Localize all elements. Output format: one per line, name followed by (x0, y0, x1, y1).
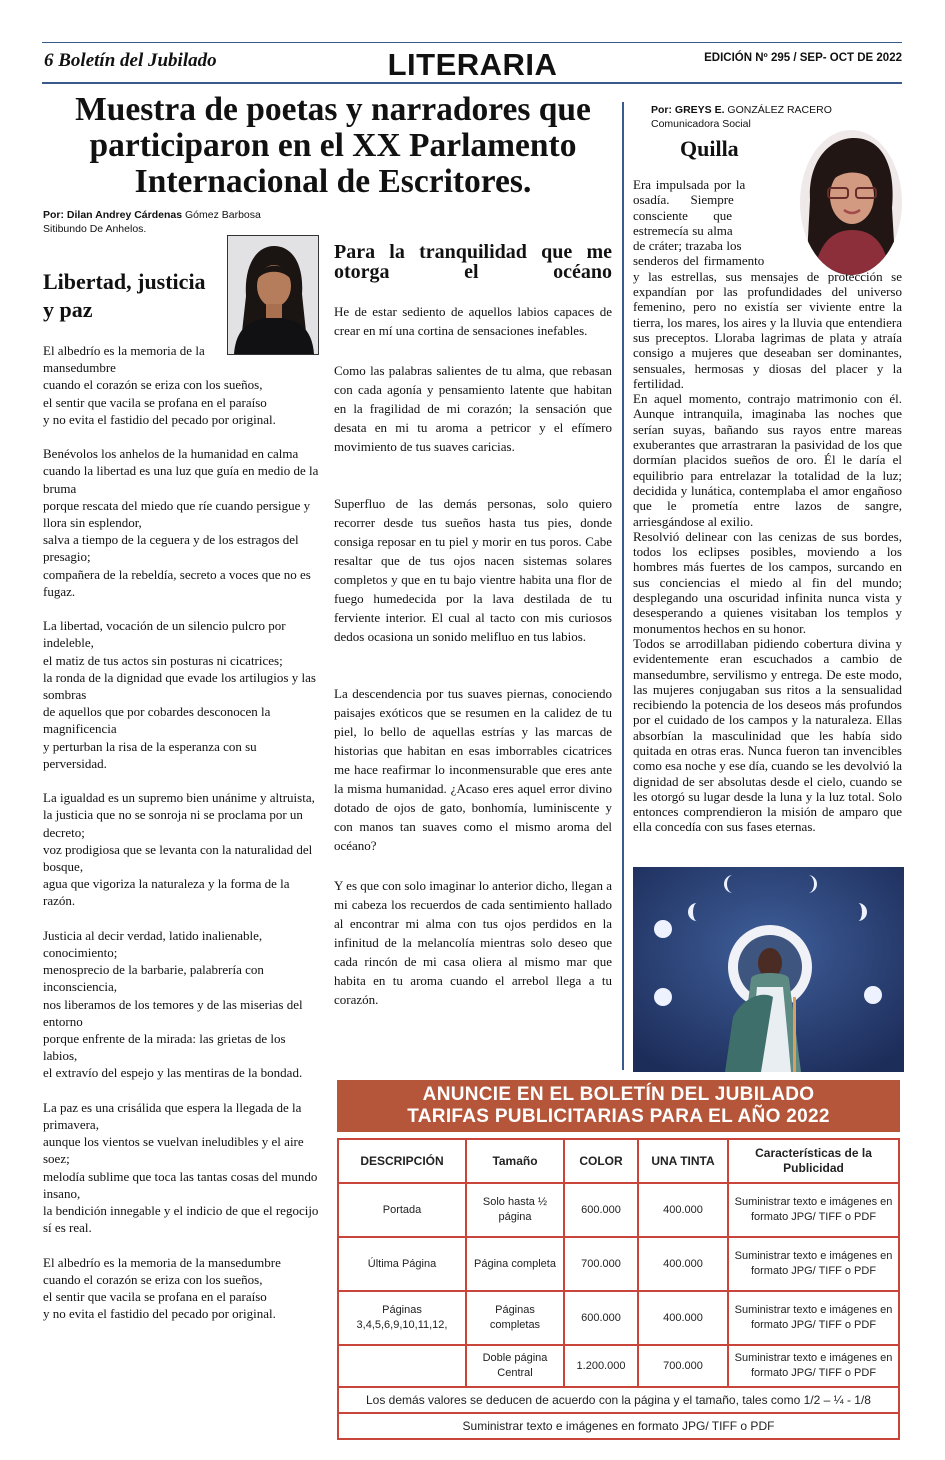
byline-greys-role: Comunicadora Social (651, 118, 751, 130)
prose-paragraph: He de estar sediento de aquellos labios capaces de crear en mí una cortina de sensaciones inefables. (334, 304, 612, 338)
poem-line: El albedrío es la memoria de la mansedumbre (43, 343, 205, 376)
col-header-description: DESCRIPCIÓN (338, 1139, 466, 1183)
table-note-row (338, 1413, 899, 1439)
col-header-size: Tamaño (466, 1139, 564, 1183)
moon-goddess-illustration (633, 867, 904, 1072)
poem-line: y no evita el fastidio del pecado por original. (43, 1306, 276, 1322)
poem-line: La igualdad es un supremo bien unánime y altruista, (43, 790, 315, 806)
poem-title-line1: Libertad, justicia (43, 269, 206, 294)
story-paragraph: Era impulsada por la osadía. Siempre consciente que estremecía su alma de cráter; trazaba los senderos del firmamento y las estrellas, sus mensajes de protección se expandían por las profundidades del universo femenino, pero no existía ser viviente entre la tierra, los mares, los aires y la lluvia que entendiera sus preceptos. Lloraba lagrimas de plata y atraía consigo a mujeres que deseaban ser dominantes, sensuales, hermosas y diosas del placer y la fertilidad. (633, 177, 902, 391)
poem-line: agua que vigoriza la naturaleza y la forma de la razón. (43, 876, 290, 909)
table-row (338, 1291, 899, 1345)
poem-line: voz prodigiosa que se levanta con la naturalidad del bosque, (43, 841, 313, 875)
edition-label: EDICIÓN Nº 295 / SEP- OCT DE 2022 (704, 52, 902, 64)
col-header-one-ink: UNA TINTA (638, 1139, 728, 1183)
prose-paragraph: Y es que con solo imaginar lo anterior dicho, llegan a mi cabeza los recuerdos de cada sentimiento hallado al encontrar mi alma con tus ojos perdidos en la infinitud de la melancolía mientras solo deseo que cada rincón de mi casa oliera al mismo mar que habita en tu aroma cuando el arrebol llega a tu corazón. (334, 878, 612, 1007)
poem-line: compañera de la rebeldía, secreto a voces que no es fugaz. (43, 566, 311, 599)
cell-description: Portada (338, 1183, 466, 1237)
cell-description: Páginas 3,4,5,6,9,10,11,12, (338, 1291, 466, 1345)
poem-line: aunque los vientos se vuelvan ineludibles y el aire soez; (43, 1134, 304, 1167)
poem-line: de aquellos que por cobardes desconocen la magnificencia (43, 704, 271, 737)
poem-line: melodía sublime que toca las tantas cosas del mundo insano, (43, 1168, 318, 1201)
story-paragraph: En aquel momento, contrajo matrimonio con él. Aunque intranquila, imaginaba las noches que serían suyas, bañando sus rayos entre mareas exuberantes que arrastraran la pasividad de los que dormían placidos sueños de oro. Él le daría el equilibrio para entrelazar la totalidad de la luz; decidida y lunática, contemplaba el amor engañoso que le prometía entre lazos de sangre, arriesgándose al exilio. (633, 391, 902, 529)
poem-line: cuando la libertad es una luz que guía en medio de la bruma (43, 463, 319, 496)
poem-line: el sentir que vacila se profana en el paraíso (43, 394, 267, 410)
poem-line: nos liberamos de los temores y de las miserias del entorno (43, 996, 303, 1029)
byline-greys-rest: GONZÁLEZ RACERO (724, 104, 832, 116)
ad-banner (337, 1080, 900, 1132)
prose-title: Para la tranquilidad que me otorga el océano (334, 241, 612, 283)
poem-stanza (43, 617, 323, 772)
rates-table (337, 1138, 900, 1440)
cell-size: Páginas completas (466, 1291, 564, 1345)
poem-stanza (43, 342, 323, 428)
advertising-rates-ad (337, 1080, 900, 1433)
cell-features: Suministrar texto e imágenes en formato JPG/ TIFF o PDF (728, 1291, 899, 1345)
cell-color-price: 600.000 (564, 1291, 638, 1345)
byline-greys-label: Por: GREYS E. (651, 104, 725, 116)
poem-line: porque rescata del miedo que ríe cuando persigue y llora sin esplendor, (43, 497, 311, 531)
poem-line: el matiz de tus actos sin posturas ni cicatrices; (43, 652, 283, 668)
poem-title-line2: y paz (43, 297, 93, 322)
cell-description (338, 1345, 466, 1387)
poem-line: la ronda de la dignidad que evade los artilugios y las sombras (43, 669, 316, 703)
table-row (338, 1345, 899, 1387)
story-body (633, 177, 902, 835)
poem-line: cuando el corazón se eriza con los sueños, (43, 377, 263, 393)
byline-dilan-label: Por: Dilan Andrey Cárdenas (43, 209, 183, 221)
poem-stanza (43, 927, 323, 1082)
cell-one-ink-price: 400.000 (638, 1183, 728, 1237)
table-note-row (338, 1387, 899, 1413)
publication-name: Boletín del Jubilado (58, 50, 217, 71)
section-title: LITERARIA (387, 47, 558, 82)
cell-size: Página completa (466, 1237, 564, 1291)
cell-color-price: 1.200.000 (564, 1345, 638, 1387)
col-header-features: Características de la Publicidad (728, 1139, 899, 1183)
byline-dilan-rest: Gómez Barbosa (182, 209, 261, 221)
byline-greys (651, 103, 832, 131)
column-divider (622, 102, 624, 1070)
author-portrait-image (228, 236, 318, 354)
rates-header-row (338, 1139, 899, 1183)
col-header-color: COLOR (564, 1139, 638, 1183)
table-row (338, 1237, 899, 1291)
main-headline: Muestra de poetas y narradores que participaron en el XX Parlamento Internacional de Escritores. (75, 91, 591, 200)
poem-line: cuando el corazón se eriza con los sueños, (43, 1271, 263, 1287)
poem-line: El albedrío es la memoria de la mansedumbre (43, 1254, 281, 1270)
poem-line: el sentir que vacila se profana en el paraíso (43, 1289, 267, 1305)
poem-line: Justicia al decir verdad, latido inalienable, conocimiento; (43, 927, 263, 961)
cell-color-price: 600.000 (564, 1183, 638, 1237)
cell-size: Doble página Central (466, 1345, 564, 1387)
prose-paragraph: Superfluo de las demás personas, solo quiero recorrer desde tus sueños hasta tus pies, donde consiga reposar en tu piel y morir en tus poros. Cabe resaltar que de tus ojos nacen sistemas solares completos y que en tu bajo vientre habita una flor de fuego humedecida por la lava destilada de tu ferviente interior. El cual al tacto con mis curiosos dedos ocasiona un sonido melifluo en tus labios. (334, 496, 612, 644)
table-note-formats: Suministrar texto e imágenes en formato JPG/ TIFF o PDF (338, 1413, 899, 1439)
author-photo-dilan (227, 235, 319, 355)
poem-stanza (43, 789, 323, 909)
poem-line: La libertad, vocación de un silencio pulcro por indeleble, (43, 618, 286, 651)
story-title: Quilla (680, 136, 739, 161)
prose-paragraph: Como las palabras salientes de tu alma, que rebasan con cada agonía y pensamiento latente que habitan en la fragilidad de mi corazón; la sensación que desata en mi tu aroma a petricor y el efímero movimiento de tus suaves caricias. (334, 363, 612, 454)
poem-stanza (43, 1099, 323, 1237)
poem-line: porque enfrente de la mirada: las grietas de los labios, (43, 1031, 286, 1064)
cell-features: Suministrar texto e imágenes en formato JPG/ TIFF o PDF (728, 1183, 899, 1237)
prose-body (334, 302, 612, 1030)
ad-banner-line1: ANUNCIE EN EL BOLETÍN DEL JUBILADO (422, 1084, 815, 1105)
cell-one-ink-price: 700.000 (638, 1345, 728, 1387)
ad-banner-line2: TARIFAS PUBLICITARIAS PARA EL AÑO 2022 (407, 1106, 830, 1127)
cell-description: Última Página (338, 1237, 466, 1291)
cell-features: Suministrar texto e imágenes en formato JPG/ TIFF o PDF (728, 1345, 899, 1387)
cell-color-price: 700.000 (564, 1237, 638, 1291)
cell-one-ink-price: 400.000 (638, 1291, 728, 1345)
poem-line: la bendición innegable y el indicio de que el regocijo sí es real. (43, 1203, 319, 1236)
poem-body (43, 342, 323, 1340)
cell-size: Solo hasta ½ página (466, 1183, 564, 1237)
header-bottom-rule (42, 82, 902, 84)
poem-stanza (43, 445, 323, 600)
page-number: 6 (44, 50, 54, 71)
poem-line: la justicia que no se sonroja ni se proclama por un decreto; (43, 807, 303, 840)
poem-line: salva a tiempo de la ceguera y de los estragos del presagio; (43, 532, 299, 565)
byline-dilan-pseudonym: Sitibundo De Anhelos. (43, 223, 147, 235)
poem-line: La paz es una crisálida que espera la llegada de la primavera, (43, 1099, 302, 1133)
story-paragraph: Resolvió delinear con las cenizas de sus bordes, todos los eclipses posibles, moviendo a los hombres más fuertes de los campos, surcando en sus conciencias el miedo al fin del mundo; desplegando una oscuridad infinita nunca vista y desesperando a quienes visitaban los templos y monumentos hechos en su honor. (633, 528, 902, 636)
poem-stanza (43, 1254, 323, 1323)
cell-one-ink-price: 400.000 (638, 1237, 728, 1291)
poem-title (43, 268, 233, 324)
table-row (338, 1183, 899, 1237)
cell-features: Suministrar texto e imágenes en formato JPG/ TIFF o PDF (728, 1237, 899, 1291)
poem-line: el extravío del espejo y las mentiras de la bondad. (43, 1065, 303, 1081)
story-paragraph: Todos se arrodillaban pidiendo cobertura divina y evidentemente eran escuchados a cambio de mansedumbre, servilismo y entrega. De este modo, las mujeres conjugaban sus ritos a la sensualidad recibiendo la potencia de los deseos más profundos por el cuidado de los campos y la naturaleza. Ellas absorbían la masculinidad que les había sido quitada en otras eras. Nunca fueron tan invencibles como esa noche y ese día, cuando se les devolvió la dignidad de ser absolutas desde el cielo, cuando se les otorgó su lugar desde la luna y la luz total. Solo entonces comprendieron la misión de amparo que ella concedía con sus fases eternas. (633, 635, 902, 835)
poem-line: y no evita el fastidio del pecado por original. (43, 411, 276, 427)
byline-dilan (43, 208, 261, 236)
poem-line: menosprecio de la barbarie, palabrería con inconsciencia, (43, 962, 264, 995)
poem-line: Benévolos los anhelos de la humanidad en calma (43, 446, 299, 462)
table-note-sizes: Los demás valores se deducen de acuerdo con la página y el tamaño, tales como 1/2 – ¼ - 1/8 (338, 1387, 899, 1413)
poem-line: y perturban la risa de la esperanza con su perversidad. (43, 738, 257, 771)
header-top-rule (42, 42, 902, 43)
moon-phases-image (633, 867, 904, 1072)
prose-paragraph: La descendencia por tus suaves piernas, conociendo paisajes exóticos que se resumen en la calidez de tu piel, lo bello de aquellas estrías y las marcas de historias que habitan en esas imborrables cicatrices me hace reafirmar lo inconmensurable que eres ante la misma humanidad. ¿Acaso eres aquel error divino dotado de ojos de gato, bonhomía, luminiscente y con manos tan suaves como el mismo aroma del océano? (334, 686, 612, 853)
